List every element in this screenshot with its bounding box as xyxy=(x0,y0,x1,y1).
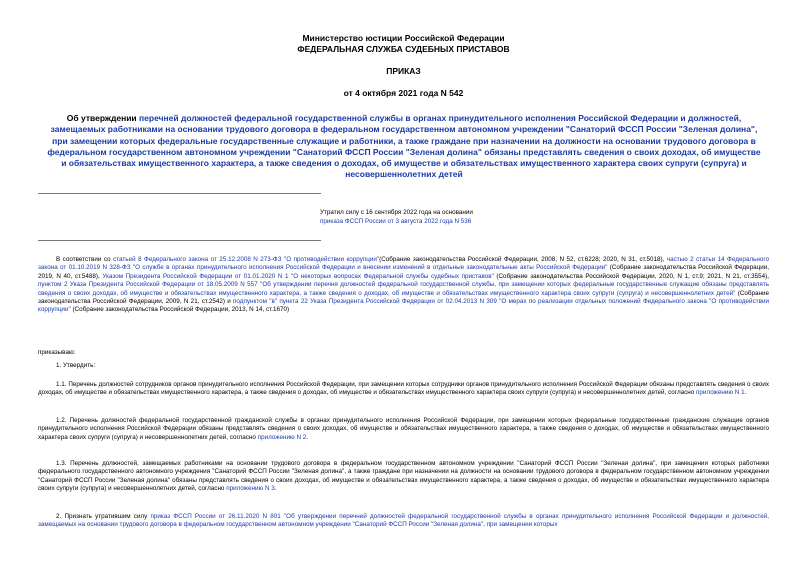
item-text: . xyxy=(744,389,747,397)
prikazyvayu: приказываю: xyxy=(38,349,76,356)
service-name: ФЕДЕРАЛЬНАЯ СЛУЖБА СУДЕБНЫХ ПРИСТАВОВ xyxy=(297,44,510,54)
item-1-2 xyxy=(38,417,769,442)
doc-type: ПРИКАЗ xyxy=(386,66,421,76)
lost-force-link[interactable]: приказа ФССП России от 3 августа 2022 года N 536 xyxy=(320,218,472,225)
item-text: . xyxy=(306,433,308,441)
doc-date: от 4 октября 2021 года N 542 xyxy=(343,88,464,98)
appendix-1-link[interactable]: приложению N 1 xyxy=(696,389,745,397)
item-1: 1. Утвердить: xyxy=(56,362,96,369)
decree-309-link[interactable]: подпунктом "в" пункта 22 Указа Президента Российской Федерации от 02.04.2013 N 309 "О мерах по реализации отдельных положений Федерального закона "О противодействии коррупции" xyxy=(38,298,769,314)
title-link[interactable]: перечней должностей федеральной государственной службы в органах принудительного исполнения Российской Федерации и должностей, замещаемых работниками на основании трудового договора в федеральном государственном автономном учреждении "Санаторий ФССП России "Зеленая долина", при замещении которых федеральные государственные служащие и работники, а также граждане при назначении на должности на основании трудового договора в федеральном государственном автономном учреждении "Санаторий ФССП России "Зеленая долина" обязаны представлять сведения о своих доходах, об имуществе и обязательствах имущественного характера, а также сведения о доходах, об имуществе и обязательствах имущественного характера своих супруги (супруга) и несовершеннолетних детей xyxy=(47,113,761,180)
ministry-name: Министерство юстиции Российской Федерации xyxy=(302,33,505,43)
decree-1-link[interactable]: Указом Президента Российской Федерации от 01.01.2020 N 1 "О некоторых вопросах Федеральной службы судебных приставов" xyxy=(102,272,494,280)
divider xyxy=(38,193,321,194)
preamble-paragraph xyxy=(38,256,769,315)
item-2 xyxy=(38,513,769,530)
preamble-text: В соответствии со xyxy=(56,256,114,263)
item-text: . xyxy=(274,485,277,493)
preamble-text: (Собрание законодательства Российской Федерации, 2008, N 52, ст.6228; 2020, N 31, ст.5018), xyxy=(379,256,667,263)
preamble-text: (Собрание законодательства Российской Федерации, 2020, N 1, ст.9; 2021, N 21, ст.3554), xyxy=(493,272,769,280)
item-1-3 xyxy=(38,460,769,494)
divider xyxy=(38,240,321,241)
preamble-text: (Собрание законодательства Российской Федерации, 2013, N 14, ст.1670) xyxy=(70,306,290,314)
law-273-link[interactable]: статьей 8 Федерального закона от 25.12.2008 N 273-ФЗ "О противодействии коррупции" xyxy=(113,256,380,263)
item-text: 2. Признать утратившим силу xyxy=(56,513,151,520)
item-text: 1.2. Перечень должностей федеральной государственной гражданской службы в органах принудительного исполнения Российской Федерации, при замещении которых федеральные государственные гражданские служащие органов принудительного исполнения Российской Федерации обязаны представлять сведения о своих доходах, об имуществе и обязательствах имущественного характера, а также сведения о доходах, об имуществе и обязательствах имущественного характера своих супруги (супруга) и несовершеннолетних детей, согласно xyxy=(38,417,769,441)
law-328-link[interactable]: частью 2 статьи 14 Федерального закона от 01.10.2019 N 328-ФЗ "О службе в органах принудительного исполнения Российской Федерации и внесении изменений в отдельные законодательные акты Российской Федерации" xyxy=(38,256,769,272)
order-801-link[interactable]: приказ ФССП России от 26.11.2020 N 801 "Об утверждении перечней должностей федеральной государственной службы в органах принудительного исполнения Российской Федерации и должностей, замещаемых на основании трудового договора в федеральном государственном автономном учреждении "Санаторий ФССП России "Зеленая долина", при замещении которых xyxy=(38,513,769,529)
item-text: 1.3. Перечень должностей, замещаемых работниками на основании трудового договора в федеральном государственном автономном учреждении "Санаторий ФССП России "Зеленая долина", при замещении которых работники федерального государственного автономного учреждения "Санаторий ФССП России "Зеленая долина", а также граждане при назначении на должности на основании трудового договора в федеральном государственном автономном учреждении "Санаторий ФССП России "Зеленая долина" обязаны представлять сведения о своих доходах, об имуществе и обязательствах имущественного характера, а также сведения о доходах, об имуществе и обязательствах имущественного характера своих супруги (супруга) и несовершеннолетних детей, согласно xyxy=(38,460,769,493)
lost-force-text: Утратил силу с 16 сентября 2022 года на основании xyxy=(320,209,473,216)
appendix-3-link[interactable]: приложению N 3 xyxy=(226,485,275,493)
item-1-1 xyxy=(38,381,769,398)
preamble-text: (Собрание законодательства Российской Федерации, 2009, N 21, ст.2542) и xyxy=(38,289,769,306)
document-title xyxy=(44,113,764,181)
appendix-2-link[interactable]: приложению N 2 xyxy=(257,433,307,441)
decree-557-link[interactable]: пунктом 2 Указа Президента Российской Федерации от 18.05.2009 N 557 "Об утверждении перечня должностей федеральной государственной службы, при замещении которых федеральные государственные служащие обязаны представлять сведения о своих доходах, об имуществе и обязательствах имущественного характера, а также сведения о доходах, об имуществе и обязательствах имущественного характера своих супруги (супруга) и несовершеннолетних детей" xyxy=(38,281,769,297)
lost-force-note xyxy=(320,208,490,226)
item-text: 1.1. Перечень должностей сотрудников органов принудительного исполнения Российской Федерации, при замещении которых сотрудники органов принудительного исполнения Российской Федерации обязаны представлять сведения о своих доходах, об имуществе и обязательствах имущественного характера, а также сведения о доходах, об имуществе и обязательствах имущественного характера своих супруги (супруга) и несовершеннолетних детей, согласно xyxy=(38,381,769,397)
title-prefix: Об утверждении xyxy=(66,113,140,123)
preamble-text: (Собрание законодательства Российской Федерации, 2019, N 40, ст.5488), xyxy=(38,264,769,280)
